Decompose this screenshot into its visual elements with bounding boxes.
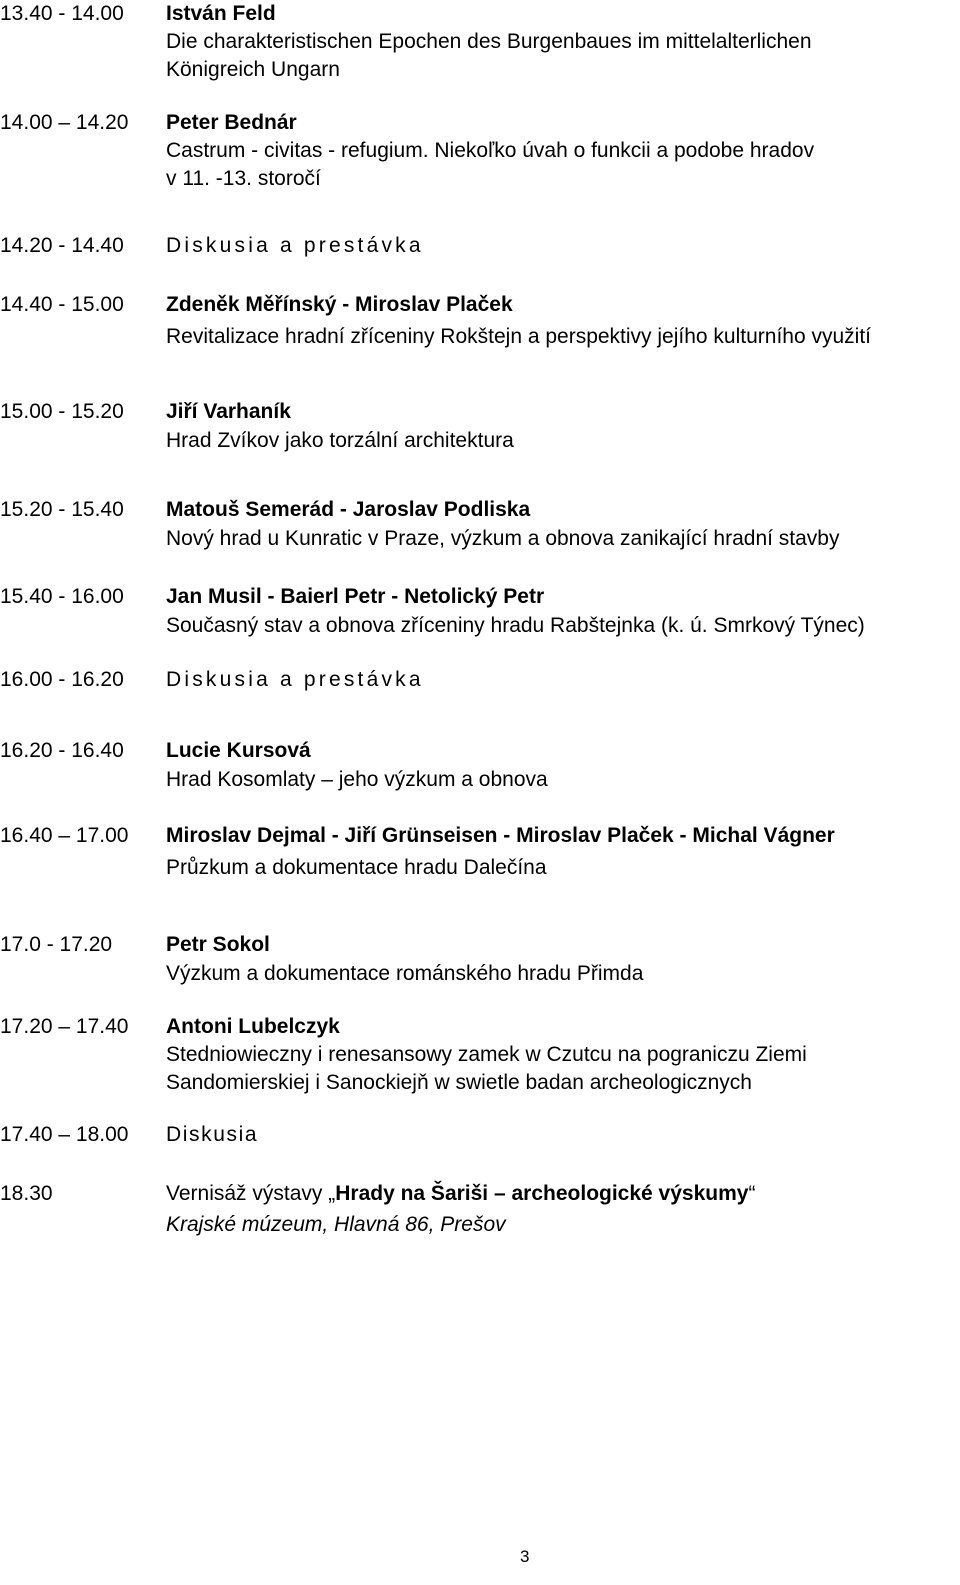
entry-content bbox=[166, 1121, 956, 1149]
entry-title-line: Hrad Zvíkov jako torzální architektura bbox=[166, 429, 514, 452]
program-entry bbox=[0, 1013, 960, 1094]
program-entry bbox=[0, 0, 960, 81]
entry-time: 15.20 - 15.40 bbox=[0, 498, 124, 521]
entry-content bbox=[166, 822, 956, 882]
entry-title-line: v 11. -13. storočí bbox=[166, 167, 321, 190]
program-entry bbox=[0, 496, 960, 550]
entry-speaker: Peter Bednár bbox=[166, 111, 297, 134]
break-entry bbox=[0, 1121, 960, 1146]
break-label: Diskusia a prestávka bbox=[166, 234, 424, 257]
entry-title-line: Průzkum a dokumentace hradu Dalečína bbox=[166, 856, 547, 879]
entry-title-line: Castrum - civitas - refugium. Niekoľko úvah o funkcii a podobe hradov bbox=[166, 139, 815, 162]
entry-content bbox=[166, 931, 956, 988]
entry-title-line: Sandomierskiej i Sanockiejň w swietle badan archeologicznych bbox=[166, 1071, 752, 1094]
break-label: Diskusia a prestávka bbox=[166, 668, 424, 691]
program-entry bbox=[0, 931, 960, 985]
entry-speaker: Jiří Varhaník bbox=[166, 400, 291, 423]
program-entry bbox=[0, 398, 960, 452]
entry-time: 17.40 – 18.00 bbox=[0, 1123, 129, 1146]
entry-time: 16.20 - 16.40 bbox=[0, 739, 124, 762]
entry-content bbox=[166, 583, 956, 640]
entry-content bbox=[166, 0, 956, 84]
exhibition-entry bbox=[0, 1180, 960, 1236]
entry-content bbox=[166, 232, 956, 260]
entry-speaker: Zdeněk Měřínský - Miroslav Plaček bbox=[166, 293, 513, 316]
entry-title-line: Königreich Ungarn bbox=[166, 58, 340, 81]
exhibition-prefix: Vernisáž výstavy „ bbox=[166, 1182, 336, 1205]
entry-time: 15.00 - 15.20 bbox=[0, 400, 124, 423]
entry-content bbox=[166, 398, 956, 455]
break-label: Diskusia bbox=[166, 1123, 259, 1146]
entry-title-line: Nový hrad u Kunratic v Praze, výzkum a obnova zanikající hradní stavby bbox=[166, 527, 840, 550]
page-number: 3 bbox=[520, 1547, 530, 1566]
break-entry bbox=[0, 666, 960, 691]
exhibition-line bbox=[166, 1180, 956, 1208]
entry-title-line: Hrad Kosomlaty – jeho výzkum a obnova bbox=[166, 768, 548, 791]
entry-title-line: Revitalizace hradní zříceniny Rokštejn a perspektivy jejího kulturního využití bbox=[166, 325, 871, 348]
entry-speaker: Petr Sokol bbox=[166, 933, 270, 956]
entry-speaker: Lucie Kursová bbox=[166, 739, 311, 762]
entry-title-line: Současný stav a obnova zříceniny hradu Rabštejnka (k. ú. Smrkový Týnec) bbox=[166, 614, 865, 637]
break-entry bbox=[0, 232, 960, 257]
entry-content bbox=[166, 496, 956, 553]
entry-time: 15.40 - 16.00 bbox=[0, 585, 124, 608]
entry-speaker: István Feld bbox=[166, 2, 276, 25]
entry-content bbox=[166, 737, 956, 794]
entry-speaker: Miroslav Dejmal - Jiří Grünseisen - Miroslav Plaček - Michal Vágner bbox=[166, 824, 835, 847]
exhibition-suffix: “ bbox=[748, 1182, 756, 1205]
entry-time: 14.20 - 14.40 bbox=[0, 234, 124, 257]
program-entry bbox=[0, 291, 960, 348]
entry-title-line: Stedniowieczny i renesansowy zamek w Czutcu na pograniczu Ziemi bbox=[166, 1043, 807, 1066]
entry-content bbox=[166, 1013, 956, 1097]
entry-content bbox=[166, 666, 956, 694]
entry-time: 13.40 - 14.00 bbox=[0, 2, 124, 25]
entry-time: 17.20 – 17.40 bbox=[0, 1015, 129, 1038]
entry-time: 18.30 bbox=[0, 1182, 53, 1205]
exhibition-venue: Krajské múzeum, Hlavná 86, Prešov bbox=[166, 1213, 506, 1236]
entry-content bbox=[166, 109, 956, 193]
entry-title-line: Die charakteristischen Epochen des Burgenbaues im mittelalterlichen bbox=[166, 30, 812, 53]
entry-speaker: Jan Musil - Baierl Petr - Netolický Petr bbox=[166, 585, 545, 608]
entry-time: 14.00 – 14.20 bbox=[0, 111, 129, 134]
entry-content bbox=[166, 1180, 956, 1239]
program-entry bbox=[0, 737, 960, 791]
entry-speaker: Antoni Lubelczyk bbox=[166, 1015, 340, 1038]
exhibition-title: Hrady na Šariši – archeologické výskumy bbox=[335, 1182, 749, 1205]
entry-content bbox=[166, 291, 956, 351]
program-entry bbox=[0, 822, 960, 879]
program-entry bbox=[0, 583, 960, 637]
entry-time: 16.40 – 17.00 bbox=[0, 824, 129, 847]
entry-speaker: Matouš Semerád - Jaroslav Podliska bbox=[166, 498, 531, 521]
program-entry bbox=[0, 109, 960, 190]
entry-time: 17.0 - 17.20 bbox=[0, 933, 113, 956]
entry-time: 16.00 - 16.20 bbox=[0, 668, 124, 691]
entry-title-line: Výzkum a dokumentace románského hradu Přimda bbox=[166, 962, 644, 985]
entry-time: 14.40 - 15.00 bbox=[0, 293, 124, 316]
